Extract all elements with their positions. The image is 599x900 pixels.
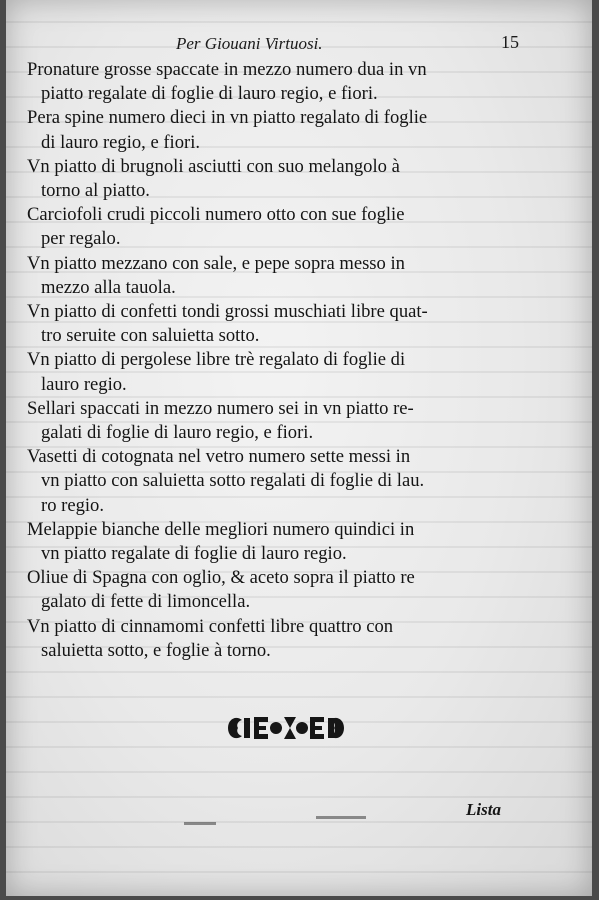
text-line: Oliue di Spagna con oglio, & aceto sopra il piatto re	[27, 567, 415, 589]
text-line: Vn piatto di confetti tondi grossi muschiati libre quat-	[27, 301, 428, 323]
text-line: per regalo.	[41, 228, 121, 250]
text-line: galato di fette di limoncella.	[41, 591, 251, 613]
text-line: vn piatto regalate di foglie di lauro regio.	[41, 543, 347, 565]
text-line: Pronature grosse spaccate in mezzo numero dua in vn	[27, 59, 427, 80]
text-line: ro regio.	[41, 494, 104, 516]
text-line: Vn piatto mezzano con sale, e pepe sopra messo in	[27, 252, 405, 274]
text-line: Pera spine numero dieci in vn piatto regalato di foglie	[27, 107, 428, 129]
text-line: piatto regalate di foglie di lauro regio, e fiori.	[41, 83, 378, 105]
ink-smudge	[316, 816, 366, 819]
page-number: 15	[501, 32, 519, 52]
printer-ornament-icon	[224, 711, 348, 745]
text-line: Melappie bianche delle megliori numero quindici in	[27, 518, 415, 540]
text-line: di lauro regio, e fiori.	[41, 131, 201, 153]
ink-smudge	[184, 822, 216, 825]
text-line: mezzo alla tauola.	[41, 276, 176, 298]
text-line: galati di foglie di lauro regio, e fiori.	[41, 422, 314, 444]
running-head: Per Giouani Virtuosi.	[176, 34, 323, 53]
text-line: Vn piatto di brugnoli asciutti con suo melangolo à	[27, 155, 400, 177]
text-line: vn piatto con saluietta sotto regalati di foglie di lau.	[41, 470, 425, 492]
text-line: Vn piatto di cinnamomi confetti libre quattro con	[27, 615, 394, 637]
text-line: tro seruite con saluietta sotto.	[41, 325, 260, 347]
text-line: Carciofoli crudi piccoli numero otto con sue foglie	[27, 204, 405, 226]
text-line: Vasetti di cotognata nel vetro numero sette messi in	[27, 446, 411, 468]
text-line: lauro regio.	[41, 373, 127, 395]
body-text	[27, 58, 533, 663]
book-page	[6, 0, 592, 896]
text-line: torno al piatto.	[41, 180, 150, 202]
text-line: Vn piatto di pergolese libre trè regalato di foglie di	[27, 349, 406, 371]
text-line: saluietta sotto, e foglie à torno.	[41, 639, 271, 661]
catchword: Lista	[466, 800, 501, 819]
text-line: Sellari spaccati in mezzo numero sei in vn piatto re-	[27, 397, 414, 419]
